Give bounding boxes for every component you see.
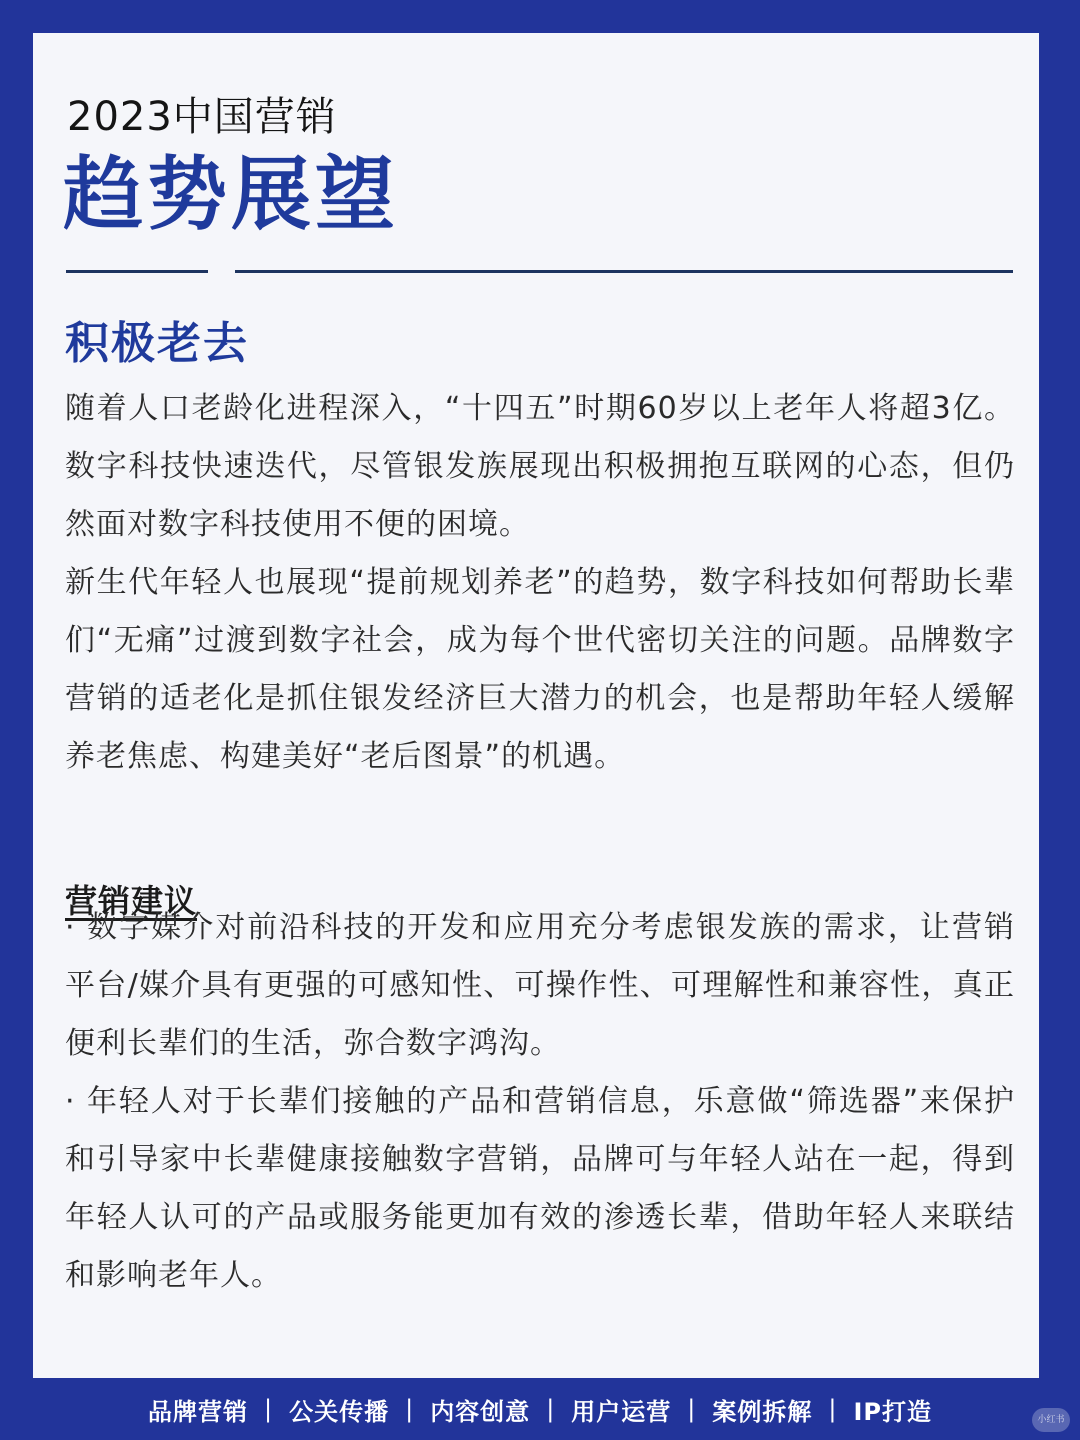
footer-separator: | [405,1395,415,1423]
year-title: 2023中国营销 [67,94,337,140]
footer-separator: | [687,1395,697,1423]
paragraph: 随着人口老龄化进程深入，“十四五”时期60岁以上老年人将超3亿。数字科技快速迭代，尽管银发族展现出积极拥抱互联网的心态，但仍然面对数字科技使用不便的困境。 [65,391,1015,542]
suggestion-item: · 数字媒介对前沿科技的开发和应用充分考虑银发族的需求，让营销平台/媒介具有更强的可感知性、可操作性、可理解性和兼容性，真正便利长辈们的生活，弥合数字鸿沟。 [65,910,1015,1061]
section-title: 积极老去 [65,318,249,369]
footer-tag: 公关传播 [289,1397,390,1426]
footer-separator: | [546,1395,556,1423]
footer-tag: 用户运营 [571,1397,672,1426]
intro-text [65,380,1015,786]
watermark-logo: 小红书 [1032,1408,1070,1432]
divider-long [235,270,1013,273]
footer-separator: | [264,1395,274,1423]
footer-tag: IP打造 [853,1397,932,1426]
suggestions-title: 营销建议 [65,882,198,920]
main-title: 趋势展望 [63,148,399,241]
paragraph: 新生代年轻人也展现“提前规划养老”的趋势，数字科技如何帮助长辈们“无痛”过渡到数字社会，成为每个世代密切关注的问题。品牌数字营销的适老化是抓住银发经济巨大潜力的机会，也是帮助年轻人缓解养老焦虑、构建美好“老后图景”的机遇。 [65,565,1015,774]
footer-tag: 内容创意 [430,1397,531,1426]
footer-separator: | [828,1395,838,1423]
divider-short [66,270,208,273]
footer-tag: 案例拆解 [712,1397,813,1426]
footer-tag: 品牌营销 [148,1397,248,1426]
content-card [33,33,1039,1378]
suggestions-list [65,899,1015,1305]
suggestion-item: · 年轻人对于长辈们接触的产品和营销信息，乐意做“筛选器”来保护和引导家中长辈健康接触数字营销，品牌可与年轻人站在一起，得到年轻人认可的产品或服务能更加有效的渗透长辈，借助年轻人来联结和影响老年人。 [65,1084,1015,1293]
footer-tags [0,1378,1080,1440]
